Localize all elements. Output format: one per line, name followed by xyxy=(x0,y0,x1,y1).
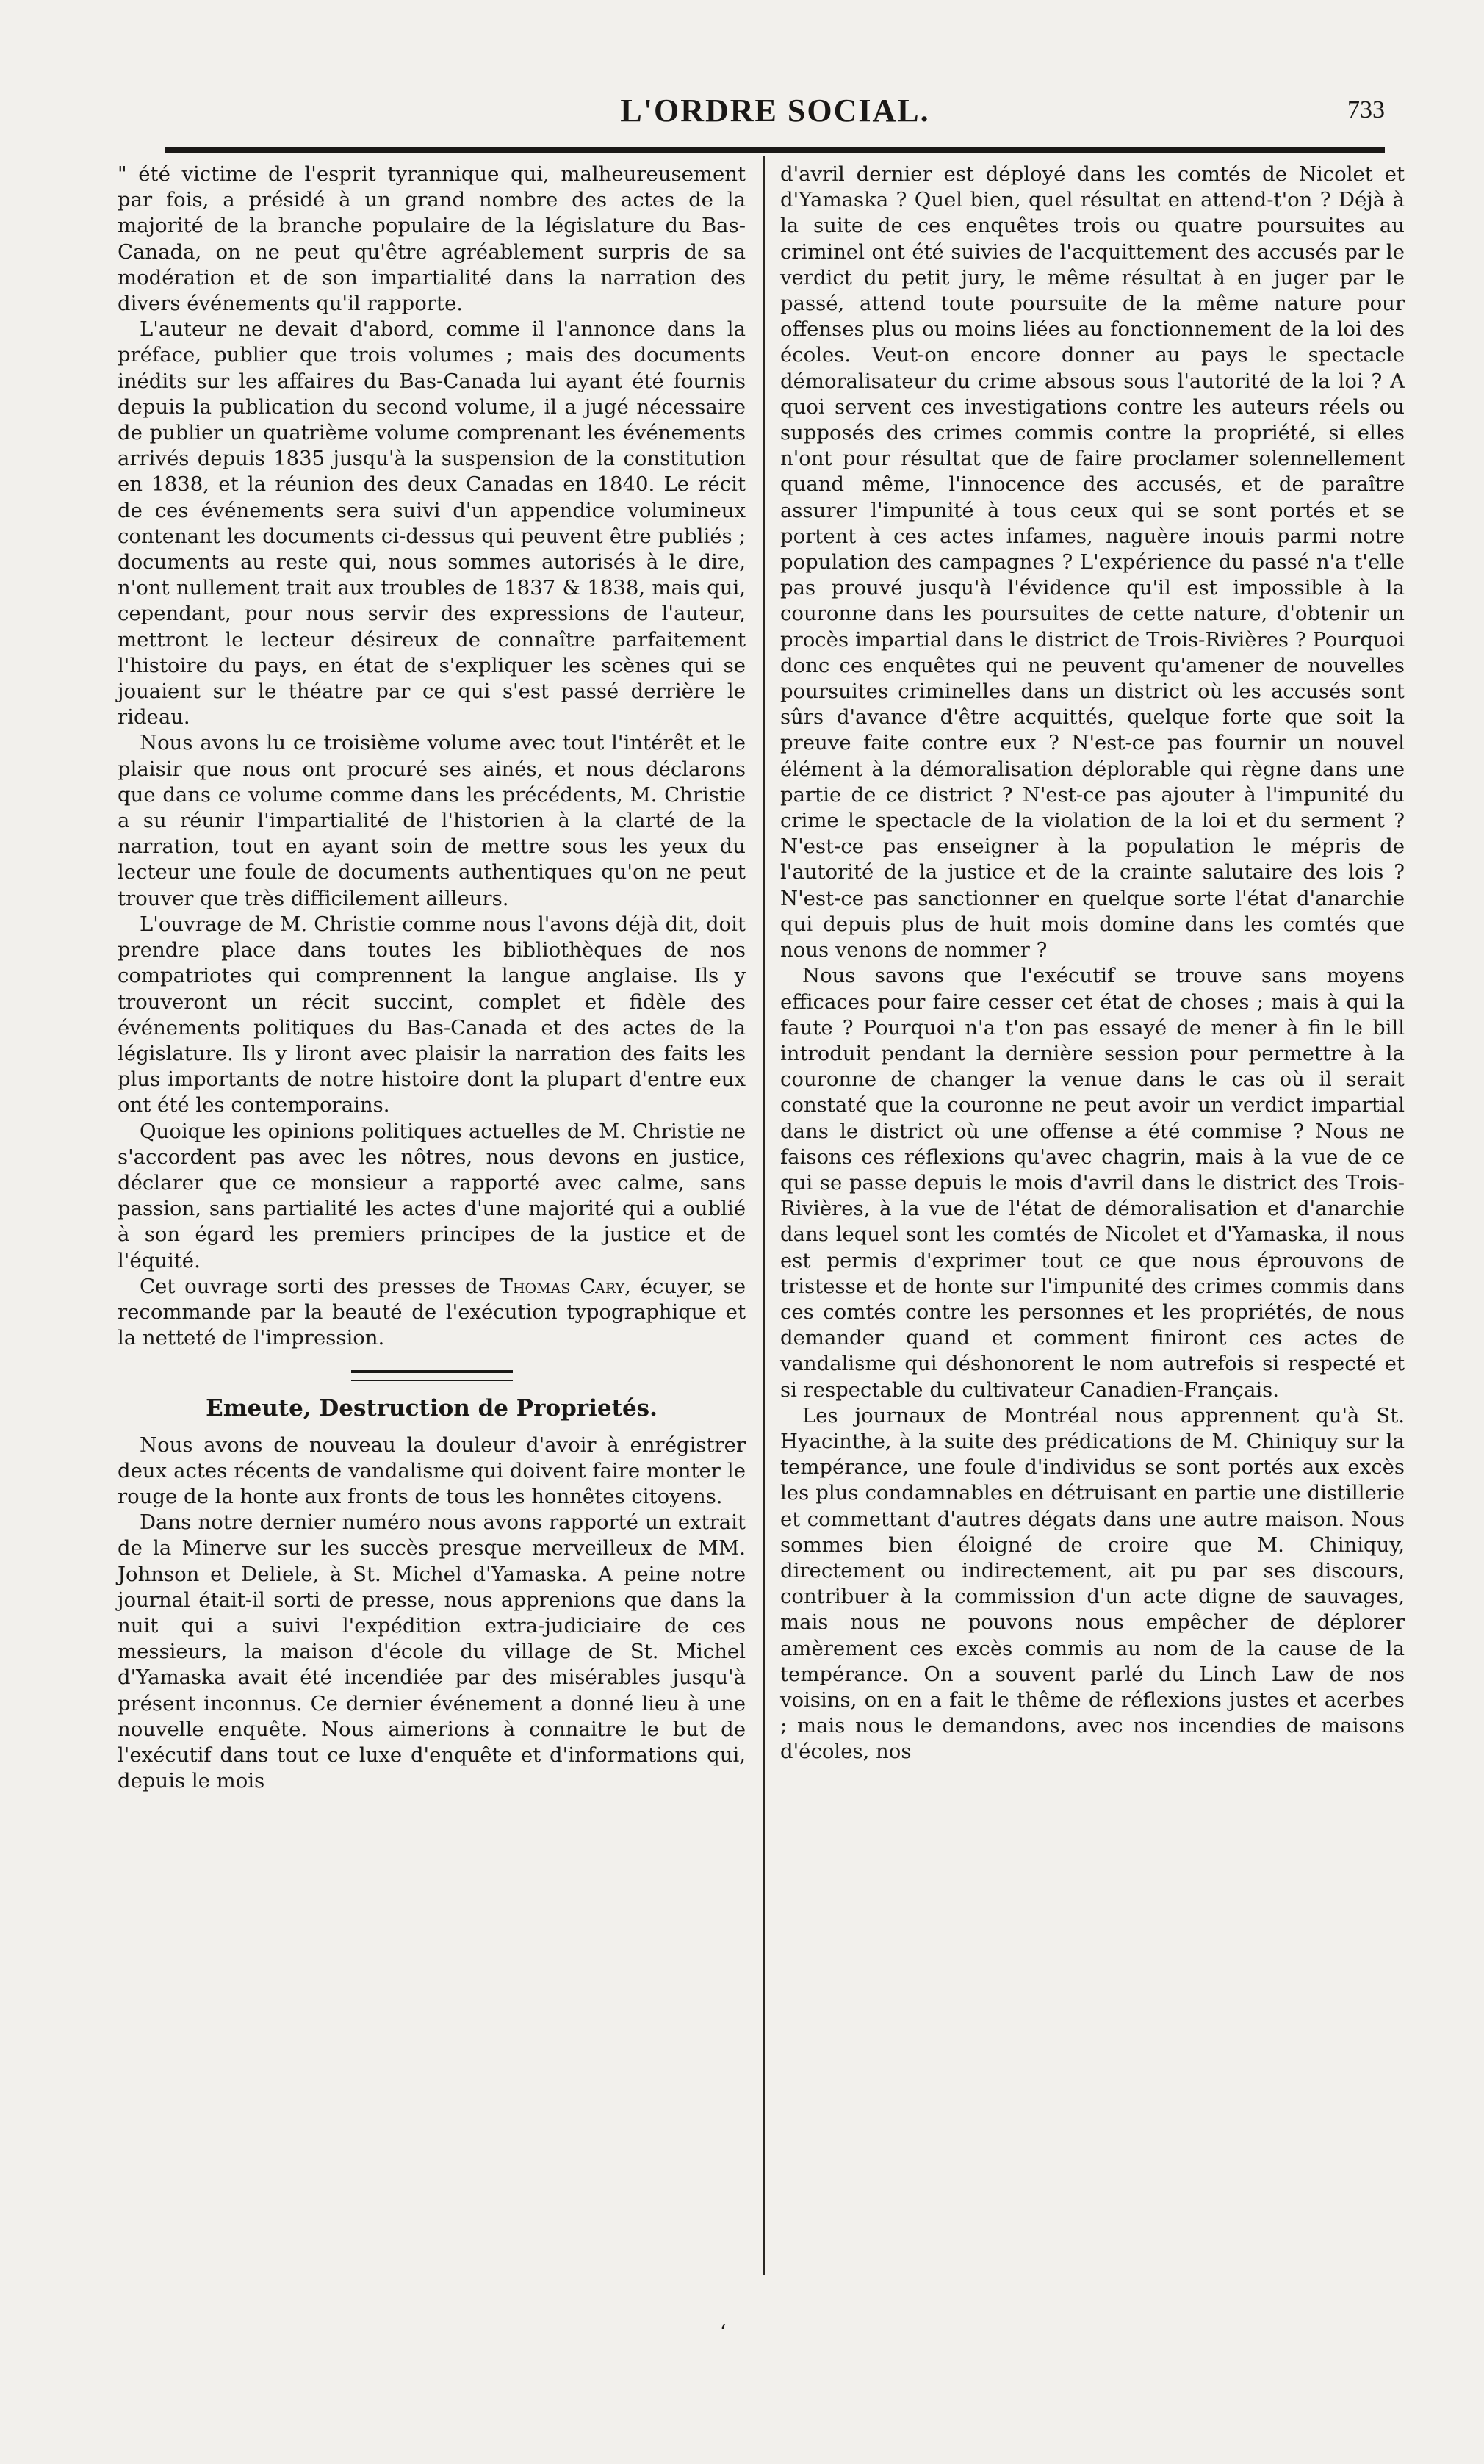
text-run: , écuyer, se recommande par la beauté de l'exécution typographique et la netteté de l'impression. xyxy=(118,1274,746,1350)
header-rule xyxy=(165,147,1385,153)
journal-title: L'ORDRE SOCIAL. xyxy=(620,93,930,129)
column-divider xyxy=(763,156,765,2275)
paragraph: Les journaux de Montréal nous apprennent qu'à St. Hyacinthe, à la suite des prédications de M. Chiniquy sur la tempérance, une foule d'individus se sont portés aux excès les plus condamnables en détruisant en partie une distillerie et commettant d'autres dégats dans une autre maison. Nous sommes bien éloigné de croire que M. Chiniquy, directement ou indirectement, ait pu par ses discours, contribuer à la commission d'un acte digne de sauvages, mais nous ne pouvons nous empêcher de déplorer amèrement ces excès commis au nom de la cause de la tempérance. On a souvent parlé du Linch Law de nos voisins, on en a fait le thême de réflexions justes et acerbes ; mais nous le demandons, avec nos incendies de maisons d'écoles, nos xyxy=(780,1403,1405,1764)
right-column xyxy=(780,162,1405,1765)
text-run: Cet ouvrage sorti des presses de xyxy=(140,1274,500,1298)
paragraph: Quoique les opinions politiques actuelles de M. Christie ne s'accordent pas avec les nôtres, nous devons en justice, déclarer que ce monsieur a rapporté avec calme, sans passion, sans partialité les actes d'une majorité qui a oublié à son égard les premiers principes de la justice et de l'équité. xyxy=(118,1119,746,1272)
paragraph: d'avril dernier est déployé dans les comtés de Nicolet et d'Yamaska ? Quel bien, quel résultat en attend-t'on ? Déjà à la suite de ces enquêtes trois ou quatre poursuites au criminel ont été suivies de l'acquittement des accusés par le verdict du petit jury, le même résultat à en juger par le passé, attend toute poursuite de la même nature pour offenses plus ou moins liées au fonctionnement de la loi des écoles. Veut-on encore donner au pays le spectacle démoralisateur du crime absous sous l'autorité de la loi ? A quoi servent ces investigations contre les auteurs réels ou supposés des crimes commis contre la propriété, si elles n'ont pour résultat que de faire proclamer solennellement quand même, l'innocence des accusés, et de paraître assurer l'impunité à tous ceux qui se sont portés et se portent à ces actes infames, naguère inouis parmi notre population des campagnes ? L'expérience du passé n'a t'elle pas prouvé jusqu'à l'évidence qu'il est impossible à la couronne dans les poursuites de cette nature, d'obtenir un procès impartial dans le district de Trois-Rivières ? Pourquoi donc ces enquêtes qui ne peuvent qu'amener de nouvelles poursuites criminelles dans un district où les accusés sont sûrs d'avance d'être acquittés, quelque forte que soit la preuve faite contre eux ? N'est-ce pas fournir un nouvel élément à la démoralisation déplorable qui règne dans une partie de ce district ? N'est-ce pas ajouter à l'impunité du crime le spectacle de la violation de la loi et du serment ? N'est-ce pas enseigner à la population le mépris de l'autorité de la justice et de la crainte salutaire des lois ? N'est-ce pas sanctionner en quelque sorte l'état d'anarchie qui depuis plus de huit mois domine dans les comtés que nous venons de nommer ? xyxy=(780,162,1405,962)
paragraph: Nous savons que l'exécutif se trouve sans moyens efficaces pour faire cesser cet état de choses ; mais à qui la faute ? Pourquoi n'a t'on pas essayé de mener à fin le bill introduit pendant la dernière session pour permettre à la couronne de changer la venue dans le cas où il serait constaté que la couronne ne peut avoir un verdict impartial dans le district où une offense a été commise ? Nous ne faisons ces réflexions qu'avec chagrin, mais à la vue de ce qui se passe depuis le mois d'avril dans le district des Trois-Rivières, à la vue de l'état de démoralisation et d'anarchie dans lequel sont les comtés de Nicolet et d'Yamaska, il nous est permis d'exprimer tout ce que nous éprouvons de tristesse et de honte sur l'impunité des crimes commis dans ces comtés contre les personnes et les propriétés, de nous demander quand et comment finiront ces actes de vandalisme qui déshonorent le nom autrefois si respecté et si respectable du cultivateur Canadien-Français. xyxy=(780,964,1405,1402)
paragraph: L'ouvrage de M. Christie comme nous l'avons déjà dit, doit prendre place dans toutes les bibliothèques de nos compatriotes qui comprennent la langue anglaise. Ils y trouveront un récit succint, complet et fidèle des événements politiques du Bas-Canada et des actes de la législature. Ils y liront avec plaisir la narration des faits les plus importants de notre histoire dont la plupart d'entre eux ont été les contemporains. xyxy=(118,912,746,1117)
paragraph: Nous avons lu ce troisième volume avec tout l'intérêt et le plaisir que nous ont procuré ses ainés, et nous déclarons que dans ce volume comme dans les précédents, M. Christie a su réunir l'impartialité de l'historien à la clarté de la narration, tout en ayant soin de mettre sous les yeux du lecteur une foule de documents authentiques qu'on ne peut trouver que très difficilement ailleurs. xyxy=(118,731,746,910)
masthead xyxy=(165,92,1385,136)
left-column xyxy=(118,162,746,1794)
page-number: 733 xyxy=(1347,96,1385,123)
paragraph: Nous avons de nouveau la douleur d'avoir à enrégistrer deux actes récents de vandalisme qui doivent faire monter le rouge de la honte aux fronts de tous les honnêtes citoyens. xyxy=(118,1433,746,1508)
printer-name: Thomas Cary xyxy=(499,1274,625,1298)
paragraph: Dans notre dernier numéro nous avons rapporté un extrait de la Minerve sur les succès presque merveilleux de MM. Johnson et Deliele, à St. Michel d'Yamaska. A peine notre journal était-il sorti de presse, nous apprenions que dans la nuit qui a suivi l'expédition extra-judiciaire de ces messieurs, la maison d'école du village de St. Michel d'Yamaska avait été incendiée par des misérables jusqu'à présent inconnus. Ce dernier événement a donné lieu à une nouvelle enquête. Nous aimerions à connaitre le but de l'exécutif dans tout ce luxe d'enquête et d'informations qui, depuis le mois xyxy=(118,1510,746,1793)
footer-mark: ‘ xyxy=(720,2321,727,2344)
paragraph: " été victime de l'esprit tyrannique qui, malheureusement par fois, a présidé à un grand nombre des actes de la majorité de la branche populaire de la législature du Bas-Canada, on ne peut qu'être agréablement surpris de sa modération et de son impartialité dans la narration des divers événements qu'il rapporte. xyxy=(118,162,746,316)
section-separator xyxy=(351,1370,513,1381)
paragraph xyxy=(118,1274,746,1352)
paragraph: L'auteur ne devait d'abord, comme il l'annonce dans la préface, publier que trois volumes ; mais des documents inédits sur les affaires du Bas-Canada lui ayant été fournis depuis la publication du second volume, il a jugé nécessaire de publier un quatrième volume comprenant les événements arrivés depuis 1835 jusqu'à la suspension de la constitution en 1838, et la réunion des deux Canadas en 1840. Le récit de ces événements sera suivi d'un appendice volumineux contenant les documents ci-dessus qui peuvent être publiés ; documents au reste qui, nous sommes autorisés à le dire, n'ont nullement trait aux troubles de 1837 & 1838, mais qui, cependant, pour nous servir des expressions de l'auteur, mettront le lecteur désireux de connaître parfaitement l'histoire du pays, en état de s'expliquer les scènes qui se jouaient sur le théatre par ce qui s'est passé derrière le rideau. xyxy=(118,317,746,730)
section-heading: Emeute, Destruction de Proprietés. xyxy=(206,1395,658,1422)
